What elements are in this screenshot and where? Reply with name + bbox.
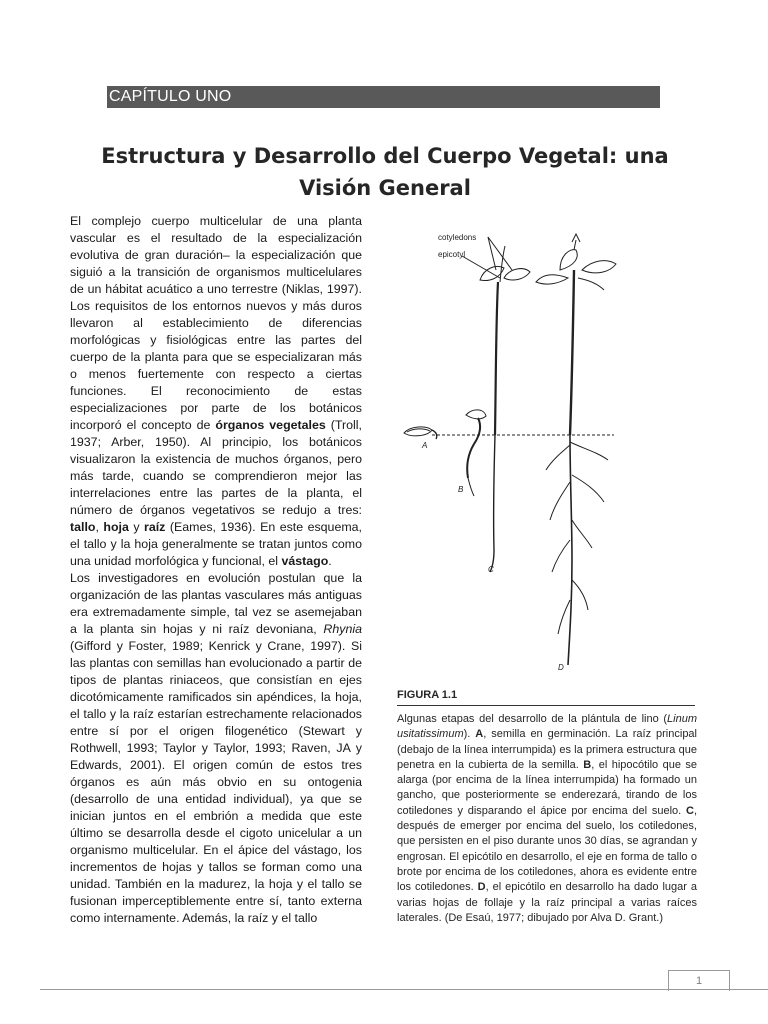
- bold-term-tallo: tallo: [70, 520, 96, 534]
- caption-letter-d: D: [477, 881, 486, 894]
- title-line-2: Visión General: [299, 176, 471, 200]
- label-b: B: [458, 485, 464, 494]
- text-run: El complejo cuerpo multicelular de una planta vascular es el resultado de la especialización evolutiva de gran duración– la especialización que siguió a la transición de organismos multicelulares de un hábitat acuático a uno terrestre (Niklas, 1997). Los requisitos de los entornos nuevos y más duros llevaron al establecimiento de diferencias morfológicas y fisiológicas entre las partes del cuerpo de la planta para que se especializaran más o menos fuertemente con respecto a ciertas funciones. El reconocimiento de estas especializaciones por parte de los botánicos incorporó el concepto de: [70, 214, 362, 432]
- caption-letter-b: B: [583, 758, 592, 771]
- paragraph-2: [70, 570, 362, 927]
- seedling-stage-c: [480, 246, 530, 572]
- label-cotyledons: cotyledons: [438, 233, 477, 242]
- caption-species-name: Linum usitatissimum: [397, 713, 697, 741]
- seedling-stage-a: [404, 427, 437, 439]
- seedling-drawing: [392, 220, 702, 685]
- page-number: 1: [668, 970, 730, 991]
- caption-run: , semilla en germinación. La raíz principal (debajo de la línea interrumpida) es la primera estructura que penetra en la cubierta de la semilla.: [397, 728, 697, 771]
- caption-run: Algunas etapas del desarrollo de la plántula de lino (: [397, 713, 668, 725]
- caption-run: , el hipocótilo que se alarga (por encima de la línea interrumpida) ha formado un gancho, que posteriormente se enderezará, tirando de los cotiledones y disparando el ápice por encima del suelo.: [397, 758, 697, 817]
- bold-term-vastago: vástago: [281, 554, 329, 568]
- italic-term-rhynia: Rhynia: [323, 622, 362, 636]
- text-run: ,: [95, 520, 104, 534]
- text-run: (Troll, 1937; Arber, 1950). Al principio, los botánicos visualizaron la existencia de muchos órganos, pero más tarde, cuando se comprendieron mejor las interrelaciones entre las partes de la planta, el número de órganos vegetativos se redujo a tres:: [70, 418, 362, 517]
- text-run: (Eames, 1936). En este esquema, el tallo y la hoja generalmente se tratan juntos como una unidad morfológica y funcional, el: [70, 520, 362, 568]
- text-run: y: [128, 520, 145, 534]
- chapter-label: CAPÍTULO UNO: [109, 88, 232, 105]
- text-run: .: [328, 554, 332, 568]
- label-epicotyl: epicotyl: [438, 250, 466, 259]
- chapter-heading-bar: [107, 86, 660, 108]
- label-c: C: [488, 565, 494, 574]
- seedling-stage-b: [466, 410, 486, 496]
- figure-heading: FIGURA 1.1: [397, 688, 695, 706]
- caption-letter-c: C: [685, 804, 694, 817]
- caption-run: , después de emerger por encima del suelo, los cotiledones, que persisten en el piso durante unos 30 días, se agrandan y engrosan. El epicótilo en desarrollo, el eje en forma de tallo o brote por encima de los cotiledones, ahora es evidente entre los cotiledones.: [397, 804, 697, 894]
- figure-caption: [397, 712, 697, 926]
- body-text-column: [70, 213, 362, 927]
- caption-run: ).: [463, 728, 476, 741]
- figure-illustration: [392, 220, 702, 685]
- text-run: Los investigadores en evolución postulan que la organización de las plantas vasculares más antiguas era extremadamente simple, tal vez se asemejaban a la planta sin hojas y ni raíz devoniana,: [70, 571, 362, 636]
- title-line-1: Estructura y Desarrollo del Cuerpo Vegetal: una: [101, 144, 669, 168]
- label-d: D: [558, 663, 564, 672]
- bold-term-organos-vegetales: órganos vegetales: [215, 418, 326, 432]
- caption-letter-a: A: [475, 728, 484, 741]
- bold-term-raiz: raíz: [144, 520, 166, 534]
- text-run: (Gifford y Foster, 1989; Kenrick y Crane, 1997). Si las plantas con semillas han evolucionado a partir de tipos de plantas riniaceos, que consistían en ejes dicotómicamente ramificados sin apéndices, la hoja, el tallo y la raíz estarían estrechamente relacionados entre sí por el origen filogenético (Stewart y Rothwell, 1993; Taylor y Taylor, 1993; Raven, JA y Edwards, 2001). El origen común de estos tres órganos es aún más obvio en su ontogenia (desarrollo de una entidad individual), ya que se inician juntos en el embrión a medida que este último se desarrolla desde el cigoto unicelular a un organismo multicelular. En el ápice del vástago, los incrementos de hojas y tallos se forman como una unidad. También en la madurez, la hoja y el tallo se fusionan imperceptiblemente entre sí, tanto externa como internamente. Además, la raíz y el tallo: [70, 639, 362, 925]
- caption-run: , el epicótilo en desarrollo ha dado lugar a varias hojas de follaje y la raíz principal a varias raíces laterales. (De Esaú, 1977; dibujado por Alva D. Grant.): [397, 881, 697, 924]
- paragraph-1: [70, 213, 362, 570]
- footer-rule: [40, 989, 768, 990]
- label-a: A: [422, 441, 428, 450]
- seedling-stage-d: [536, 234, 616, 665]
- bold-term-hoja: hoja: [103, 520, 129, 534]
- page-title: [100, 140, 670, 204]
